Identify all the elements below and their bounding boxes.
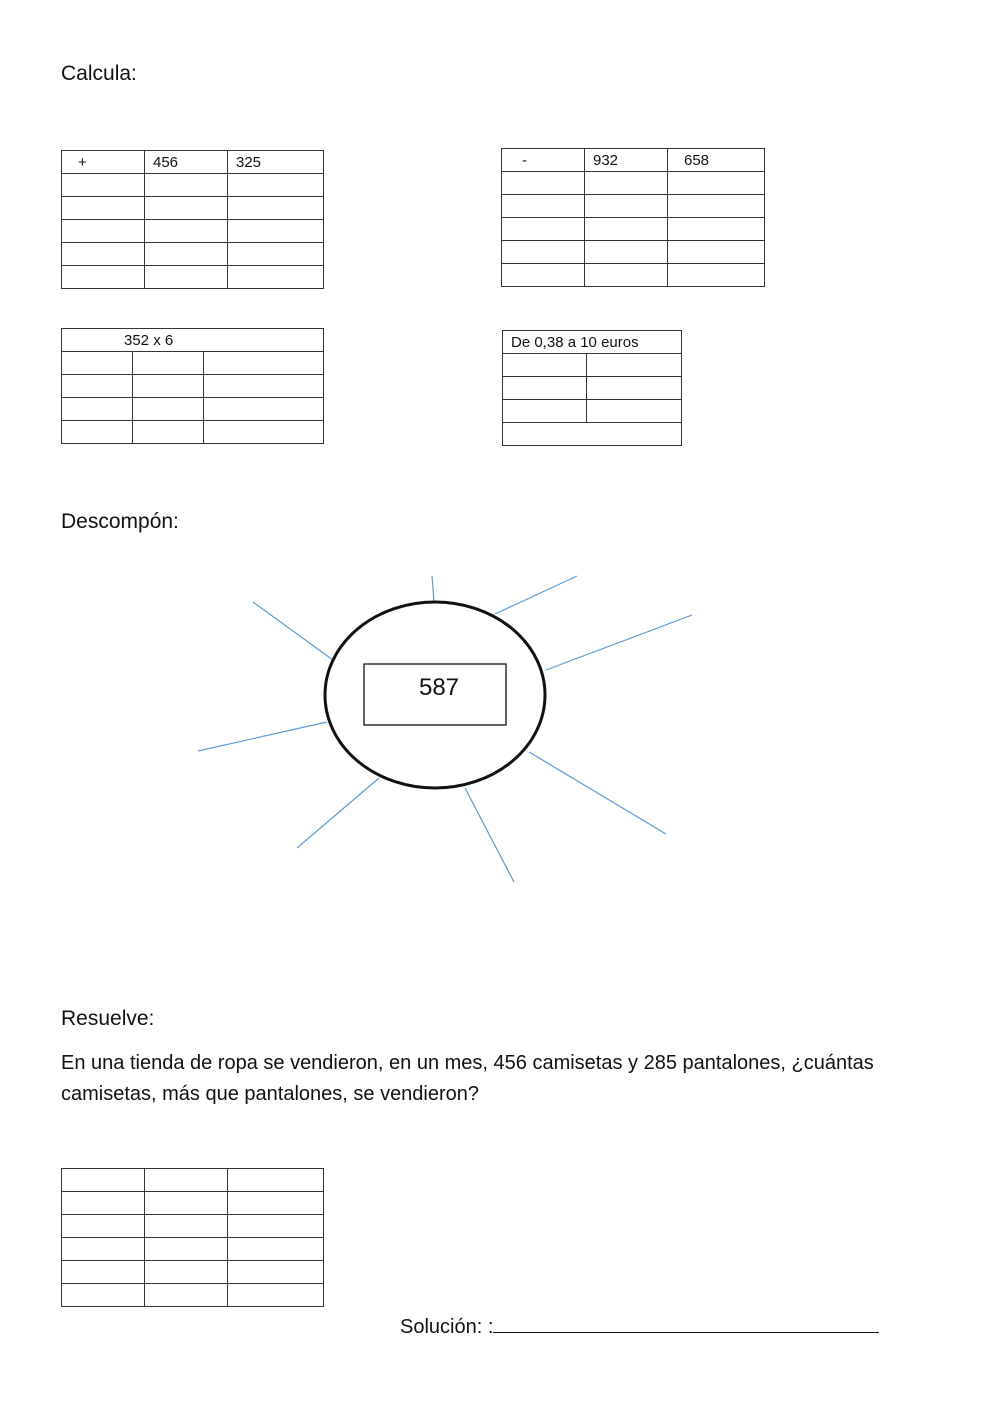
answer-cell[interactable] bbox=[133, 352, 204, 375]
answer-cell[interactable] bbox=[204, 352, 324, 375]
answer-cell[interactable] bbox=[204, 375, 324, 398]
change-expression: De 0,38 a 10 euros bbox=[503, 331, 682, 354]
answer-cell[interactable] bbox=[62, 375, 133, 398]
addition-number-1: 456 bbox=[145, 151, 228, 174]
answer-cell[interactable] bbox=[228, 1192, 324, 1215]
answer-cell[interactable] bbox=[133, 375, 204, 398]
solution-label: Solución: : bbox=[400, 1316, 494, 1338]
answer-cell[interactable] bbox=[62, 1261, 145, 1284]
answer-cell[interactable] bbox=[228, 220, 324, 243]
answer-cell[interactable] bbox=[145, 174, 228, 197]
answer-cell[interactable] bbox=[587, 354, 682, 377]
answer-cell[interactable] bbox=[587, 400, 682, 423]
answer-cell[interactable] bbox=[502, 264, 585, 287]
multiplication-table bbox=[61, 328, 324, 444]
calcula-heading: Calcula: bbox=[61, 62, 137, 85]
answer-cell[interactable] bbox=[145, 197, 228, 220]
answer-cell[interactable] bbox=[228, 1238, 324, 1261]
decomposition-ray bbox=[546, 615, 692, 670]
answer-cell[interactable] bbox=[503, 377, 587, 400]
answer-cell[interactable] bbox=[62, 1192, 145, 1215]
answer-cell[interactable] bbox=[133, 398, 204, 421]
answer-cell[interactable] bbox=[228, 1215, 324, 1238]
answer-cell[interactable] bbox=[62, 1284, 145, 1307]
answer-cell[interactable] bbox=[145, 243, 228, 266]
answer-cell[interactable] bbox=[145, 1215, 228, 1238]
answer-cell[interactable] bbox=[62, 398, 133, 421]
answer-cell[interactable] bbox=[502, 172, 585, 195]
decomposition-diagram bbox=[0, 560, 1000, 900]
answer-cell[interactable] bbox=[228, 197, 324, 220]
answer-cell[interactable] bbox=[503, 400, 587, 423]
answer-cell[interactable] bbox=[62, 352, 133, 375]
answer-cell[interactable] bbox=[668, 241, 765, 264]
addition-number-2: 325 bbox=[228, 151, 324, 174]
answer-cell[interactable] bbox=[503, 354, 587, 377]
answer-cell[interactable] bbox=[228, 1284, 324, 1307]
answer-cell[interactable] bbox=[585, 218, 668, 241]
decomposition-ray bbox=[465, 788, 514, 882]
answer-cell[interactable] bbox=[145, 1261, 228, 1284]
answer-cell[interactable] bbox=[145, 1238, 228, 1261]
answer-cell[interactable] bbox=[585, 264, 668, 287]
answer-cell[interactable] bbox=[62, 266, 145, 289]
word-problem: En una tienda de ropa se vendieron, en un mes, 456 camisetas y 285 pantalones, ¿cuántas camisetas, más que pantalones, se vendieron? bbox=[61, 1052, 874, 1105]
answer-cell[interactable] bbox=[587, 377, 682, 400]
answer-cell[interactable] bbox=[62, 243, 145, 266]
multiplication-expression: 352 x 6 bbox=[62, 329, 324, 352]
decomposition-ray bbox=[529, 752, 666, 834]
answer-cell[interactable] bbox=[668, 264, 765, 287]
decomposition-ray bbox=[198, 722, 327, 751]
answer-cell[interactable] bbox=[145, 1192, 228, 1215]
addition-table bbox=[61, 150, 324, 289]
subtraction-table bbox=[501, 148, 765, 287]
answer-cell[interactable] bbox=[228, 1169, 324, 1192]
answer-cell[interactable] bbox=[228, 174, 324, 197]
decomposition-ray bbox=[432, 576, 434, 601]
answer-cell[interactable] bbox=[204, 398, 324, 421]
change-table bbox=[502, 330, 682, 446]
answer-cell[interactable] bbox=[204, 421, 324, 444]
addition-operator: + bbox=[62, 151, 145, 174]
solution-line bbox=[400, 1310, 879, 1339]
center-number: 587 bbox=[418, 674, 460, 701]
answer-cell[interactable] bbox=[145, 1169, 228, 1192]
subtraction-number-2: 658 bbox=[668, 149, 765, 172]
decomposition-ray bbox=[495, 576, 577, 614]
answer-cell[interactable] bbox=[668, 172, 765, 195]
answer-cell[interactable] bbox=[668, 195, 765, 218]
answer-cell[interactable] bbox=[585, 172, 668, 195]
resuelve-heading: Resuelve: bbox=[61, 1007, 155, 1030]
answer-cell[interactable] bbox=[668, 218, 765, 241]
subtraction-operator: - bbox=[502, 149, 585, 172]
decomposition-ray bbox=[253, 602, 333, 660]
answer-cell[interactable] bbox=[502, 218, 585, 241]
answer-cell[interactable] bbox=[62, 220, 145, 243]
answer-cell[interactable] bbox=[145, 220, 228, 243]
answer-cell[interactable] bbox=[502, 195, 585, 218]
decomposition-ray bbox=[297, 778, 379, 848]
answer-cell[interactable] bbox=[62, 1215, 145, 1238]
answer-cell[interactable] bbox=[585, 241, 668, 264]
answer-cell[interactable] bbox=[145, 266, 228, 289]
answer-cell[interactable] bbox=[228, 1261, 324, 1284]
answer-cell[interactable] bbox=[62, 421, 133, 444]
solution-blank[interactable] bbox=[493, 1310, 879, 1333]
descompon-heading: Descompón: bbox=[61, 510, 179, 533]
answer-cell[interactable] bbox=[585, 195, 668, 218]
answer-cell[interactable] bbox=[503, 423, 682, 446]
answer-cell[interactable] bbox=[228, 243, 324, 266]
work-table bbox=[61, 1168, 324, 1307]
answer-cell[interactable] bbox=[502, 241, 585, 264]
answer-cell[interactable] bbox=[62, 1169, 145, 1192]
answer-cell[interactable] bbox=[62, 1238, 145, 1261]
answer-cell[interactable] bbox=[62, 174, 145, 197]
answer-cell[interactable] bbox=[228, 266, 324, 289]
answer-cell[interactable] bbox=[62, 197, 145, 220]
answer-cell[interactable] bbox=[133, 421, 204, 444]
subtraction-number-1: 932 bbox=[585, 149, 668, 172]
answer-cell[interactable] bbox=[145, 1284, 228, 1307]
